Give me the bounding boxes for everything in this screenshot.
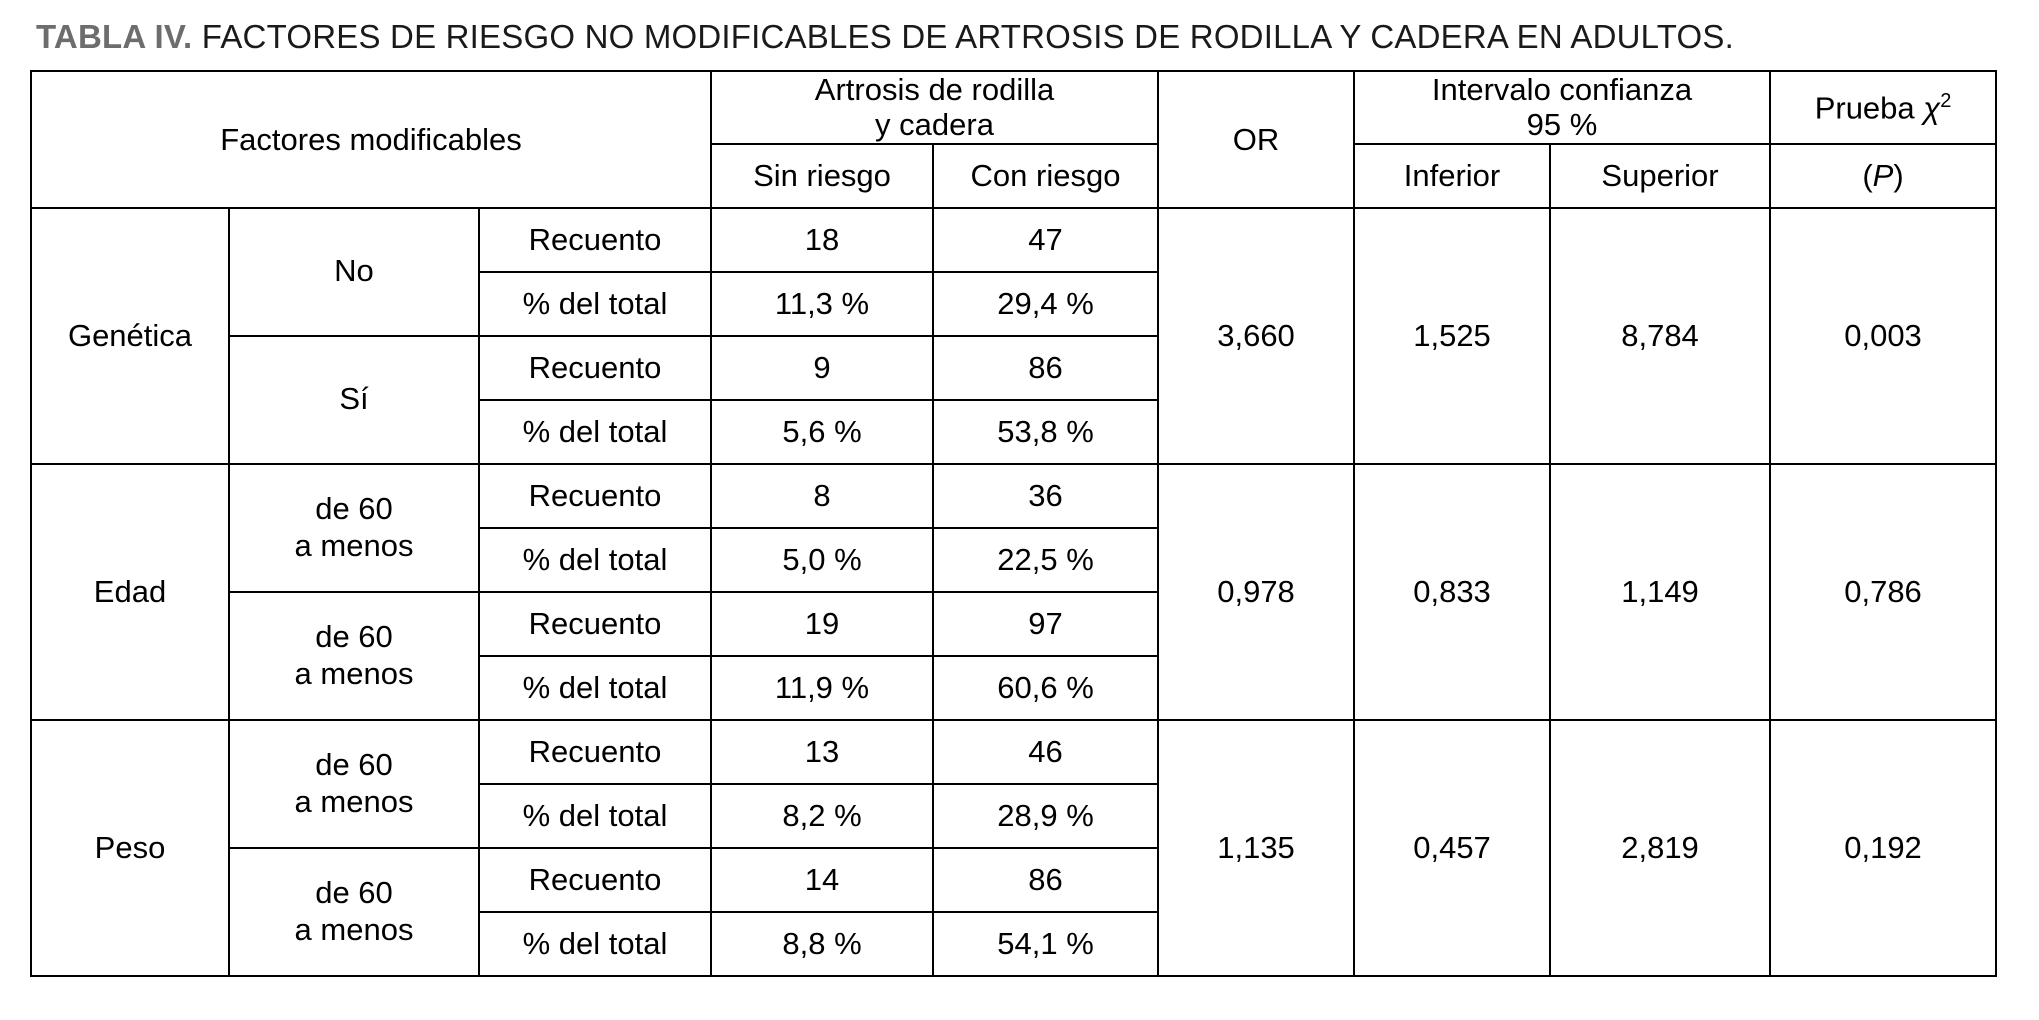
subgroup-label (229, 336, 479, 464)
row-type: % del total (479, 912, 711, 976)
cell-inferior: 1,525 (1354, 208, 1550, 464)
cell-p-value: 0,192 (1770, 720, 1996, 976)
cell-con-riesgo: 36 (933, 464, 1158, 528)
subgroup-label-line2: a menos (294, 527, 414, 563)
cell-con-riesgo: 86 (933, 848, 1158, 912)
subgroup-label (229, 848, 479, 976)
subgroup-label (229, 464, 479, 592)
header-p-value (1770, 144, 1996, 208)
subgroup-label-line2: a menos (294, 911, 414, 947)
subgroup-label (229, 720, 479, 848)
cell-sin-riesgo: 8 (711, 464, 933, 528)
header-con-riesgo: Con riesgo (933, 144, 1158, 208)
cell-sin-riesgo: 18 (711, 208, 933, 272)
cell-con-riesgo: 46 (933, 720, 1158, 784)
subgroup-label-line1: No (334, 253, 374, 289)
cell-con-riesgo: 29,4 % (933, 272, 1158, 336)
header-factores: Factores modificables (31, 71, 711, 208)
cell-sin-riesgo: 8,8 % (711, 912, 933, 976)
cell-sin-riesgo: 13 (711, 720, 933, 784)
cell-sin-riesgo: 8,2 % (711, 784, 933, 848)
subgroup-label-line1: de 60 (315, 747, 393, 783)
cell-sin-riesgo: 14 (711, 848, 933, 912)
row-type: Recuento (479, 848, 711, 912)
row-type: % del total (479, 272, 711, 336)
table-number: TABLA IV. (36, 18, 193, 55)
header-prueba-text: Prueba (1814, 89, 1915, 125)
header-p-close: ) (1893, 157, 1904, 193)
cell-con-riesgo: 53,8 % (933, 400, 1158, 464)
subgroup-label-line2: a menos (294, 783, 414, 819)
header-inferior: Inferior (1354, 144, 1550, 208)
row-type: % del total (479, 528, 711, 592)
table-row (31, 720, 1996, 784)
header-sin-riesgo: Sin riesgo (711, 144, 933, 208)
row-type: % del total (479, 784, 711, 848)
cell-or: 1,135 (1158, 720, 1354, 976)
row-type: Recuento (479, 464, 711, 528)
cell-con-riesgo: 28,9 % (933, 784, 1158, 848)
cell-con-riesgo: 97 (933, 592, 1158, 656)
subgroup-label-line1: de 60 (315, 491, 393, 527)
row-type: Recuento (479, 336, 711, 400)
header-artrosis-line1: Artrosis de rodilla (814, 72, 1055, 107)
header-ic-line2: 95 % (1526, 107, 1598, 143)
table-row (31, 464, 1996, 528)
group-label-peso: Peso (31, 720, 229, 976)
header-prueba (1770, 71, 1996, 144)
subgroup-label (229, 592, 479, 720)
row-type: % del total (479, 656, 711, 720)
table-row (31, 208, 1996, 272)
cell-con-riesgo: 47 (933, 208, 1158, 272)
cell-p-value: 0,786 (1770, 464, 1996, 720)
subgroup-label (229, 208, 479, 336)
cell-sin-riesgo: 19 (711, 592, 933, 656)
table-caption (36, 18, 2009, 56)
cell-p-value: 0,003 (1770, 208, 1996, 464)
header-ic-line1: Intervalo confianza (1431, 72, 1693, 107)
cell-con-riesgo: 22,5 % (933, 528, 1158, 592)
row-type: Recuento (479, 720, 711, 784)
header-prueba-chi: χ (1923, 89, 1941, 125)
cell-sin-riesgo: 11,9 % (711, 656, 933, 720)
cell-sin-riesgo: 9 (711, 336, 933, 400)
cell-superior: 2,819 (1550, 720, 1770, 976)
cell-con-riesgo: 54,1 % (933, 912, 1158, 976)
header-intervalo-confianza (1354, 71, 1770, 144)
cell-sin-riesgo: 5,0 % (711, 528, 933, 592)
header-artrosis (711, 71, 1158, 144)
cell-sin-riesgo: 5,6 % (711, 400, 933, 464)
subgroup-label-line1: de 60 (315, 875, 393, 911)
row-type: Recuento (479, 592, 711, 656)
header-superior: Superior (1550, 144, 1770, 208)
cell-con-riesgo: 60,6 % (933, 656, 1158, 720)
cell-superior: 8,784 (1550, 208, 1770, 464)
header-or: OR (1158, 71, 1354, 208)
cell-sin-riesgo: 11,3 % (711, 272, 933, 336)
row-type: Recuento (479, 208, 711, 272)
risk-factors-table (30, 70, 1997, 977)
subgroup-label-line1: Sí (339, 381, 369, 417)
cell-superior: 1,149 (1550, 464, 1770, 720)
header-prueba-exp: 2 (1940, 89, 1952, 112)
cell-inferior: 0,833 (1354, 464, 1550, 720)
header-p-open: ( (1862, 157, 1873, 193)
group-label-edad: Edad (31, 464, 229, 720)
cell-con-riesgo: 86 (933, 336, 1158, 400)
table-header (31, 71, 1996, 208)
cell-or: 3,660 (1158, 208, 1354, 464)
group-label-genetica: Genética (31, 208, 229, 464)
cell-inferior: 0,457 (1354, 720, 1550, 976)
subgroup-label-line2: a menos (294, 655, 414, 691)
subgroup-label-line1: de 60 (315, 619, 393, 655)
table-body (31, 208, 1996, 976)
header-row-1 (31, 71, 1996, 144)
header-p-letter: P (1872, 157, 1894, 193)
cell-or: 0,978 (1158, 464, 1354, 720)
caption-text: FACTORES DE RIESGO NO MODIFICABLES DE ARTROSIS DE RODILLA Y CADERA EN ADULTOS. (192, 18, 1734, 55)
header-artrosis-line2: y cadera (875, 107, 994, 143)
row-type: % del total (479, 400, 711, 464)
